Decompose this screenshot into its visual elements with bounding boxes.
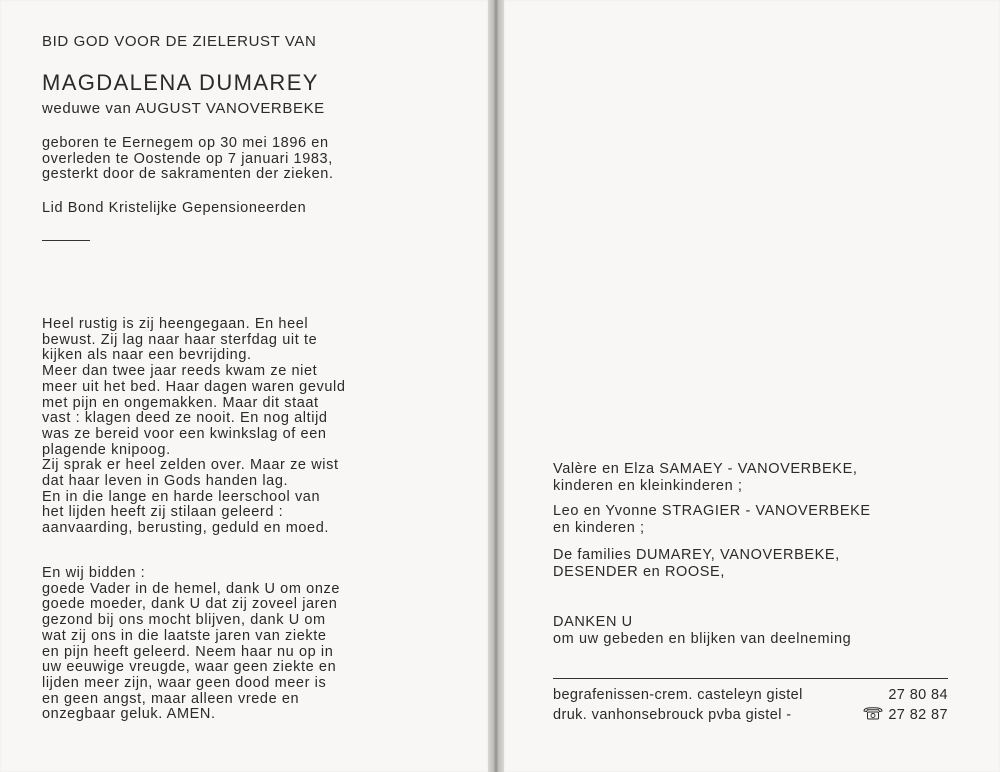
right-page <box>504 0 1000 772</box>
prayer-header: BID GOD VOOR DE ZIELERUST VAN <box>42 33 317 50</box>
prayer-line: goede Vader in de hemel, dank U om onze <box>42 580 341 597</box>
text-line: vast : klagen deed ze nooit. En nog altijd <box>42 410 328 427</box>
text-line: En in die lange en harde leerschool van <box>42 488 321 505</box>
text-line: was ze bereid voor een kwinkslag of een <box>42 425 327 442</box>
prayer-line: goede moeder, dank U dat zij zoveel jaren <box>42 596 338 613</box>
family-line: kinderen en kleinkinderen ; <box>553 477 743 494</box>
family-line: DESENDER en ROOSE, <box>553 563 725 580</box>
card-fold <box>488 0 504 772</box>
prayer-line: onzegbaar geluk. AMEN. <box>42 706 216 723</box>
telephone-icon <box>863 707 883 720</box>
prayer-text <box>42 566 340 723</box>
family-block-samaey <box>553 461 857 494</box>
thanks-text: om uw gebeden en blijken van deelneming <box>553 630 852 647</box>
text-line: kijken als naar een bevrijding. <box>42 347 252 364</box>
prayer-line: en pijn heeft geleerd. Neem haar nu op in <box>42 643 334 660</box>
undertaker-phone: 27 80 84 <box>888 687 948 703</box>
family-line: en kinderen ; <box>553 519 645 536</box>
prayer-line: wat zij ons in die laatste jaren van ziekte <box>42 627 327 644</box>
printshop-line <box>553 707 948 723</box>
text-line: aanvaarding, berusting, geduld en moed. <box>42 520 330 537</box>
text-line: het lijden heeft zij stilaan geleerd : <box>42 504 284 521</box>
left-page <box>0 0 488 772</box>
text-line: meer uit het bed. Haar dagen waren gevuld <box>42 378 346 395</box>
text-line: dat haar leven in Gods handen lag. <box>42 473 289 490</box>
printshop-phone: 27 82 87 <box>888 707 948 723</box>
printshop-name: druk. vanhonsebrouck pvba gistel - <box>553 707 792 723</box>
prayer-line: gezond bij ons mocht blijven, dank U om <box>42 612 326 629</box>
dates-line: overleden te Oostende op 7 januari 1983, <box>42 150 333 167</box>
divider-dash <box>42 240 90 241</box>
thanks-title: DANKEN U <box>553 614 633 630</box>
dates-line: geboren te Eernegem op 30 mei 1896 en <box>42 135 329 151</box>
family-block-stragier <box>553 503 871 536</box>
memorial-text <box>42 317 346 537</box>
prayer-line: En wij bidden : <box>42 565 146 581</box>
prayer-line: en geen angst, maar alleen vrede en <box>42 690 300 707</box>
undertaker-name: begrafenissen-crem. casteleyn gistel <box>553 687 803 703</box>
text-line: plagende knipoog. <box>42 441 171 458</box>
undertaker-line <box>553 687 948 703</box>
family-line: De families DUMAREY, VANOVERBEKE, <box>553 547 840 563</box>
printer-divider <box>553 678 948 679</box>
widow-line: weduwe van AUGUST VANOVERBEKE <box>42 100 325 117</box>
prayer-line: uw eeuwige vreugde, waar geen ziekte en <box>42 659 337 676</box>
dates-line: gesterkt door de sakramenten der zieken. <box>42 166 334 183</box>
family-block-families <box>553 547 840 580</box>
text-line: Heel rustig is zij heengegaan. En heel <box>42 316 309 332</box>
membership: Lid Bond Kristelijke Gepensioneerden <box>42 200 307 216</box>
family-line: Valère en Elza SAMAEY - VANOVERBEKE, <box>553 461 858 477</box>
text-line: Meer dan twee jaar reeds kwam ze niet <box>42 363 318 380</box>
life-dates <box>42 136 334 183</box>
family-line: Leo en Yvonne STRAGIER - VANOVERBEKE <box>553 503 871 519</box>
thanks-block <box>553 614 851 647</box>
text-line: Zij sprak er heel zelden over. Maar ze wist <box>42 457 339 474</box>
deceased-name: MAGDALENA DUMAREY <box>42 70 319 95</box>
prayer-line: lijden meer zijn, waar geen dood meer is <box>42 674 327 691</box>
text-line: met pijn en ongemakken. Maar dit staat <box>42 394 319 411</box>
text-line: bewust. Zij lag naar haar sterfdag uit te <box>42 331 318 348</box>
printshop-phone-wrap <box>857 707 948 723</box>
